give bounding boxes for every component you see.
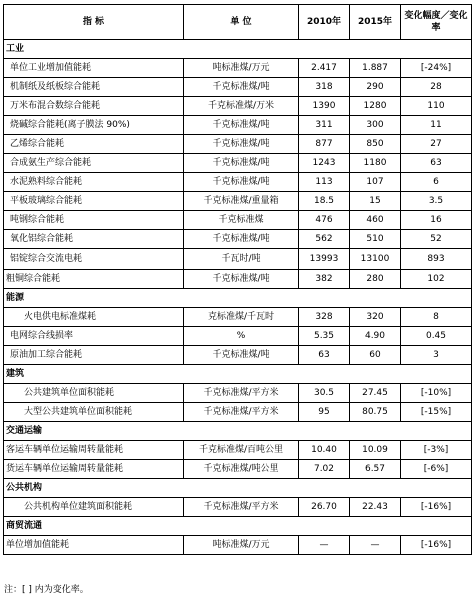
value-2015-cell: 60 [350, 346, 401, 365]
unit-cell: 千克标准煤/吨 [184, 173, 299, 192]
indicator-cell: 氧化铝综合能耗 [4, 230, 184, 249]
table-row [4, 384, 472, 403]
value-2010-cell: 18.5 [299, 192, 350, 211]
value-2015-cell: 300 [350, 116, 401, 135]
header-change: 变化幅度／变化率 [401, 5, 472, 40]
change-cell: 3.5 [401, 192, 472, 211]
change-cell: 52 [401, 230, 472, 249]
value-2015-cell: 4.90 [350, 327, 401, 346]
value-2010-cell: 5.35 [299, 327, 350, 346]
table-row [4, 403, 472, 422]
section-row [4, 289, 472, 308]
value-2010-cell: 63 [299, 346, 350, 365]
table-row [4, 460, 472, 479]
value-2010-cell: 113 [299, 173, 350, 192]
table-row [4, 230, 472, 249]
unit-cell: 克标准煤/千瓦时 [184, 308, 299, 327]
change-cell: [-16%] [401, 536, 472, 555]
header-2015: 2015年 [350, 5, 401, 40]
section-row [4, 365, 472, 384]
unit-cell: 千克标准煤/平方米 [184, 498, 299, 517]
indicator-cell: 合成氨生产综合能耗 [4, 154, 184, 173]
table-row [4, 249, 472, 270]
value-2010-cell: 95 [299, 403, 350, 422]
change-cell: [-6%] [401, 460, 472, 479]
section-label: 商贸流通 [4, 517, 472, 536]
change-cell: [-24%] [401, 59, 472, 78]
value-2015-cell: 10.09 [350, 441, 401, 460]
section-row [4, 479, 472, 498]
table-row [4, 78, 472, 97]
value-2010-cell: 26.70 [299, 498, 350, 517]
section-label: 能源 [4, 289, 472, 308]
value-2010-cell: 1243 [299, 154, 350, 173]
indicator-cell: 货运车辆单位运输周转量能耗 [4, 460, 184, 479]
change-cell: 3 [401, 346, 472, 365]
unit-cell: 千克标准煤/平方米 [184, 403, 299, 422]
value-2015-cell: 320 [350, 308, 401, 327]
table-row [4, 498, 472, 517]
section-label: 交通运输 [4, 422, 472, 441]
change-cell: 6 [401, 173, 472, 192]
table-row [4, 116, 472, 135]
unit-cell: 千克标准煤/吨 [184, 78, 299, 97]
value-2010-cell: 10.40 [299, 441, 350, 460]
indicator-cell: 原油加工综合能耗 [4, 346, 184, 365]
value-2010-cell: 1390 [299, 97, 350, 116]
value-2015-cell: 1280 [350, 97, 401, 116]
value-2015-cell: 107 [350, 173, 401, 192]
unit-cell: 千克标准煤/平方米 [184, 384, 299, 403]
unit-cell: 千克标准煤/吨 [184, 135, 299, 154]
change-cell: [-10%] [401, 384, 472, 403]
change-cell: 16 [401, 211, 472, 230]
value-2010-cell: 877 [299, 135, 350, 154]
section-label: 公共机构 [4, 479, 472, 498]
value-2010-cell: 30.5 [299, 384, 350, 403]
value-2010-cell: 2.417 [299, 59, 350, 78]
indicator-cell: 公共建筑单位面积能耗 [4, 384, 184, 403]
value-2015-cell: 280 [350, 270, 401, 289]
indicator-cell: 机制纸及纸板综合能耗 [4, 78, 184, 97]
unit-cell: 千克标准煤/吨 [184, 154, 299, 173]
indicator-cell: 单位增加值能耗 [4, 536, 184, 555]
change-cell: [-15%] [401, 403, 472, 422]
header-row [4, 5, 472, 40]
value-2015-cell: 1180 [350, 154, 401, 173]
footnote: 注：[ ] 内为变化率。 [4, 585, 89, 595]
change-cell: 28 [401, 78, 472, 97]
unit-cell: 千克标准煤/吨 [184, 270, 299, 289]
table-row [4, 154, 472, 173]
table-row [4, 536, 472, 555]
table-row [4, 173, 472, 192]
value-2015-cell: 22.43 [350, 498, 401, 517]
table-row [4, 59, 472, 78]
unit-cell: 千克标准煤/吨 [184, 346, 299, 365]
value-2015-cell: 27.45 [350, 384, 401, 403]
value-2015-cell: 850 [350, 135, 401, 154]
change-cell: 102 [401, 270, 472, 289]
section-row [4, 517, 472, 536]
table-row [4, 135, 472, 154]
header-indicator: 指 标 [4, 5, 184, 40]
unit-cell: 千克标准煤/吨公里 [184, 460, 299, 479]
indicator-cell: 公共机构单位建筑面积能耗 [4, 498, 184, 517]
value-2010-cell: — [299, 536, 350, 555]
value-2015-cell: — [350, 536, 401, 555]
table-row [4, 327, 472, 346]
change-cell: 110 [401, 97, 472, 116]
change-cell: 27 [401, 135, 472, 154]
unit-cell: % [184, 327, 299, 346]
indicator-cell: 粗铜综合能耗 [4, 270, 184, 289]
table-row [4, 441, 472, 460]
unit-cell: 吨标准煤/万元 [184, 536, 299, 555]
indicator-cell: 万米布混合数综合能耗 [4, 97, 184, 116]
indicator-cell: 水泥熟料综合能耗 [4, 173, 184, 192]
indicator-cell: 平板玻璃综合能耗 [4, 192, 184, 211]
change-cell: [-3%] [401, 441, 472, 460]
value-2015-cell: 510 [350, 230, 401, 249]
table-row [4, 270, 472, 289]
header-unit: 单 位 [184, 5, 299, 40]
change-cell: 8 [401, 308, 472, 327]
indicator-cell: 大型公共建筑单位面积能耗 [4, 403, 184, 422]
table-row [4, 308, 472, 327]
unit-cell: 千克标准煤/万米 [184, 97, 299, 116]
unit-cell: 千克标准煤 [184, 211, 299, 230]
unit-cell: 千克标准煤/吨 [184, 230, 299, 249]
value-2015-cell: 290 [350, 78, 401, 97]
value-2015-cell: 460 [350, 211, 401, 230]
section-label: 建筑 [4, 365, 472, 384]
table-row [4, 192, 472, 211]
value-2010-cell: 311 [299, 116, 350, 135]
unit-cell: 千克标准煤/重量箱 [184, 192, 299, 211]
value-2010-cell: 562 [299, 230, 350, 249]
table-row [4, 211, 472, 230]
unit-cell: 吨标准煤/万元 [184, 59, 299, 78]
change-cell: 63 [401, 154, 472, 173]
value-2010-cell: 382 [299, 270, 350, 289]
unit-cell: 千克标准煤/百吨公里 [184, 441, 299, 460]
value-2015-cell: 13100 [350, 249, 401, 270]
value-2015-cell: 15 [350, 192, 401, 211]
value-2015-cell: 6.57 [350, 460, 401, 479]
value-2010-cell: 13993 [299, 249, 350, 270]
value-2015-cell: 1.887 [350, 59, 401, 78]
unit-cell: 千克标准煤/吨 [184, 116, 299, 135]
change-cell: 0.45 [401, 327, 472, 346]
indicator-cell: 客运车辆单位运输周转量能耗 [4, 441, 184, 460]
value-2010-cell: 476 [299, 211, 350, 230]
table-row [4, 97, 472, 116]
indicator-cell: 铝锭综合交流电耗 [4, 249, 184, 270]
change-cell: 893 [401, 249, 472, 270]
indicator-cell: 烧碱综合能耗(离子膜法 90%) [4, 116, 184, 135]
change-cell: [-16%] [401, 498, 472, 517]
energy-indicator-table [3, 4, 472, 555]
unit-cell: 千瓦时/吨 [184, 249, 299, 270]
table-body [4, 40, 472, 555]
indicator-cell: 乙烯综合能耗 [4, 135, 184, 154]
change-cell: 11 [401, 116, 472, 135]
indicator-cell: 火电供电标准煤耗 [4, 308, 184, 327]
section-row [4, 422, 472, 441]
value-2010-cell: 328 [299, 308, 350, 327]
section-label: 工业 [4, 40, 472, 59]
value-2015-cell: 80.75 [350, 403, 401, 422]
section-row [4, 40, 472, 59]
value-2010-cell: 318 [299, 78, 350, 97]
table-row [4, 346, 472, 365]
indicator-cell: 电网综合线损率 [4, 327, 184, 346]
value-2010-cell: 7.02 [299, 460, 350, 479]
header-2010: 2010年 [299, 5, 350, 40]
indicator-cell: 单位工业增加值能耗 [4, 59, 184, 78]
indicator-cell: 吨钢综合能耗 [4, 211, 184, 230]
